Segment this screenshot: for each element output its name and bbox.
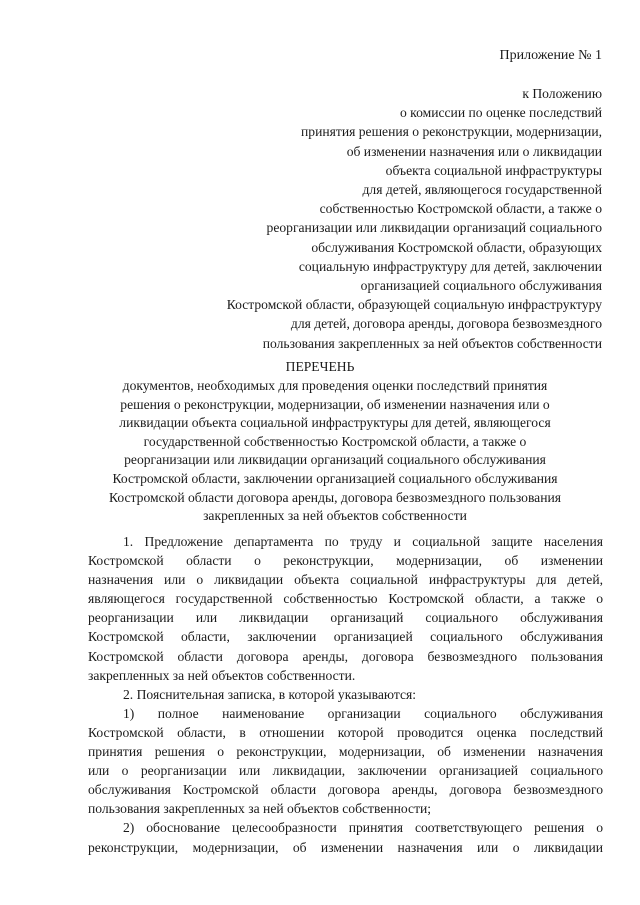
preamble-line: принятия решения о реконструкции, модернизации, [301,124,602,140]
body-line: 2) обоснование целесообразности принятия соответствующего решения о [123,820,603,836]
subtitle-line: Костромской области договора аренды, договора безвозмездного пользования [108,489,562,505]
body-line: 2. Пояснительная записка, в которой указываются: [123,686,417,702]
body-line: реконструкции, модернизации, об изменении назначения или о ликвидации [88,839,603,855]
subtitle-line: документов, необходимых для проведения оценки последствий принятия [122,378,548,393]
preamble-line: Костромской области, образующей социальную инфраструктуру [226,297,602,313]
preamble-line: реорганизации или ликвидации организаций социального [266,220,602,236]
body-line: принятия решения о реконструкции, модернизации, об изменении назначения [88,744,603,760]
preamble-line: объекта социальной инфраструктуры [385,162,602,178]
document-body [88,532,603,857]
subtitle-line: закрепленных за ней объектов собственности [203,508,467,524]
body-line: 1) полное наименование организации социального обслуживания [123,705,603,721]
body-line: являющегося государственной собственностью Костромской области, а также о [88,591,603,607]
body-line: обслуживания Костромской области договора аренды, договора безвозмездного [88,782,603,798]
preamble-line: о комиссии по оценке последствий [399,105,602,121]
body-line: закрепленных за ней объектов собственности. [88,667,356,683]
body-line: Костромской области договора аренды, договора безвозмездного пользования [88,648,603,664]
body-line: Костромской области, в отношении которой проводится оценка последствий [88,724,603,740]
body-line: Костромской области, заключении организацией социального обслуживания [88,629,603,645]
appendix-preamble [122,84,602,353]
body-line: реорганизации или ликвидации организаций социального обслуживания [88,610,603,626]
document-subtitle [70,377,600,526]
preamble-line: об изменении назначения или о ликвидации [346,143,602,159]
body-line: назначения или о ликвидации объекта социальной инфраструктуры для детей, [88,572,603,588]
preamble-line: социальную инфраструктуру для детей, заключении [298,258,602,274]
subtitle-line: реорганизации или ликвидации организаций социального обслуживания [124,452,546,468]
body-line: 1. Предложение департамента по труду и социальной защите населения [123,534,603,549]
preamble-line: для детей, договора аренды, договора безвозмездного [290,316,602,332]
preamble-line: для детей, являющегося государственной [362,182,602,198]
body-line: Костромской области о реконструкции, модернизации, об изменении [88,553,603,569]
body-line: или о реорганизации или ликвидации, заключении организацией социального [88,763,603,779]
subtitle-line: решения о реконструкции, модернизации, об изменении назначения или о [120,396,550,412]
appendix-label: Приложение № 1 [499,48,602,63]
subtitle-line: государственной собственностью Костромской области, а также о [143,433,527,449]
preamble-line: к Положению [522,86,602,101]
body-line: пользования закрепленных за ней объектов собственности; [88,801,432,817]
document-title: ПЕРЕЧЕНЬ [285,359,355,374]
preamble-line: собственностью Костромской области, а также о [319,201,602,217]
preamble-line: пользования закрепленных за ней объектов собственности [262,335,602,351]
preamble-line: организацией социального обслуживания [360,278,602,294]
preamble-line: обслуживания Костромской области, образующих [311,239,602,255]
subtitle-line: ликвидации объекта социальной инфраструктуры для детей, являющегося [119,415,551,431]
subtitle-line: Костромской области, заключении организацией социального обслуживания [112,470,558,486]
